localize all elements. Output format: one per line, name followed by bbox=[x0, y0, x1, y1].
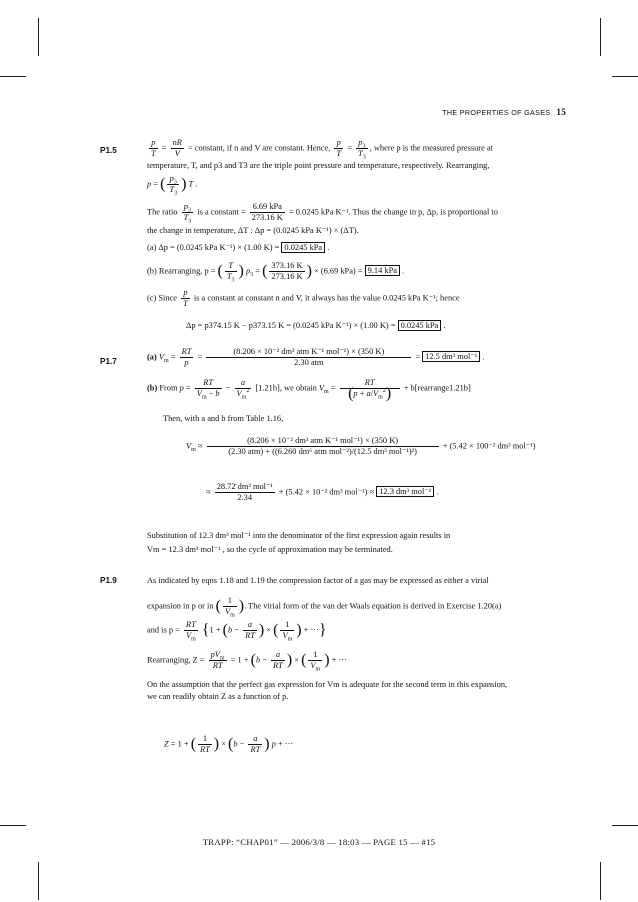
p19-z-equation: Z = 1 + ( $\frac{1}{RT}$ ) × (b − $\frac{a}{RT}$ ) p + ··· bbox=[164, 734, 294, 754]
p17-vm-result-eq: ≈ $\frac{\text{28.72̄ dm³ mol⁻¹}}{2.34}$ + (5.42 × 10⁻² dm³ mol⁻¹) ≈ 12.3 dm³ mol⁻¹ . bbox=[206, 482, 439, 502]
p15-c-end: is a constant at constant n and V, it always has the value 0.0245 kPa K⁻¹; hence bbox=[193, 293, 460, 303]
p15-a-answer: 0.0245 kPa bbox=[281, 242, 325, 253]
p17-vm-approx-eq: $V_m$ ≈ $\frac{\text{(8.206 × 10⁻² dm³ atm K⁻¹ mol⁻¹) × (350 K)}}{\text{(2.30 atm) + ((6.260 dm⁶ atm mol⁻²)/(12.5 dm³ mol⁻¹)²)}}$ + (5.42 × 100⁻² dm³ mol⁻¹) bbox=[186, 436, 536, 456]
p15-ratio-line: The ratio $\frac{p_3}{T_3}$ is a constant = $\frac{\text{6.69 kPa}}{273.16 K}$ = 0.0245 kPa K⁻¹. Thus the change in p, Δp, is proportional to bbox=[147, 202, 498, 225]
running-header bbox=[442, 107, 566, 117]
p15-part-c: (c) Since $\frac{p}{T}$ is a constant at constant n and V, it always has the value 0.0245 kPa K⁻¹; hence bbox=[147, 288, 460, 308]
problem-label-p15: P1.5 bbox=[100, 146, 117, 155]
p15-c-text: (c) Since bbox=[147, 293, 177, 303]
p17-a-den: 2.30 atm bbox=[294, 358, 324, 367]
crop-mark bbox=[600, 862, 601, 900]
p15-ratio-den: 273.16 K bbox=[251, 213, 283, 222]
p19-line5: On the assumption that the perfect gas expression for Vm is adequate for the second term in this expansion, bbox=[147, 680, 508, 689]
p15-b-num: 373.16 K bbox=[271, 261, 303, 270]
p17-b-text: [1.21b], we obtain bbox=[255, 383, 317, 393]
p15-line2: temperature, T, and p3 and T3 are the triple point pressure and temperature, respectively. Rearranging, bbox=[147, 161, 490, 170]
p15-line1a: = constant, if n and V are constant. Hence, bbox=[188, 143, 331, 153]
p15-b-end: × (6.69 kPa) = bbox=[314, 266, 363, 276]
p15-c-equation: Δp = p374.15 K − p373.15 K = (0.0245 kPa K⁻¹) × (1.00 K) = 0.0245 kPa . bbox=[186, 321, 446, 330]
p19-line2b: . The virial form of the van der Waals equation is derived in Exercise 1.20(a) bbox=[244, 601, 502, 611]
crop-mark bbox=[0, 825, 26, 826]
p15-b-den: 273.16 K bbox=[271, 272, 303, 281]
p15-rearranged-eq: p = ( $\frac{p_3}{T_3}$ ) T . bbox=[147, 174, 198, 197]
p17-subst-line1: Substitution of 12.3 dm³ mol⁻¹ into the denominator of the first expression again results in bbox=[147, 531, 451, 540]
p17-part-b: (b) From p = $\frac{RT}{V_m - b}$ − $\frac{a}{V_m^2}$ [1.21b], we obtain $V_m$ = $\frac{RT}{(p + a/V_m^2)}$ + b[rearrange1.21b] bbox=[147, 378, 471, 403]
p19-line2: expansion in p or in ( $\frac{1}{V_m}$ ). The virial form of the van der Waals equation is derived in Exercise 1.20(a) bbox=[147, 596, 502, 619]
p15-ratio-end: = 0.0245 kPa K⁻¹. Thus the change in p, Δp, is proportional to bbox=[288, 207, 498, 217]
crop-mark bbox=[38, 18, 39, 56]
p17-w-num: 28.72̄ dm³ mol⁻¹ bbox=[216, 482, 273, 491]
p15-line1: $\frac{p}{T}$ = $\frac{nR}{V}$ = constant, if n and V are constant. Hence, $\frac{p}{T}$ = $\frac{p_3}{T_3}$ , where p is the measured pressure at bbox=[151, 138, 493, 161]
p15-c-answer: 0.0245 kPa bbox=[398, 320, 442, 331]
page-number: 15 bbox=[556, 107, 566, 117]
p17-v-den: (2.30 atm) + ((6.260 dm⁶ atm mol⁻²)/(12.5 dm³ mol⁻¹)²) bbox=[228, 447, 417, 456]
p17-w-den: 2.34 bbox=[237, 493, 253, 502]
p15-ratio-intro: The ratio bbox=[147, 207, 178, 217]
p19-line1: As indicated by eqns 1.18 and 1.19 the compression factor of a gas may be expressed as either a virial bbox=[147, 576, 489, 585]
crop-mark bbox=[38, 862, 39, 900]
crop-mark bbox=[600, 18, 601, 56]
p15-ratio-line2: the change in temperature, ΔT : Δp = (0.0245 kPa K⁻¹) × (ΔT). bbox=[147, 226, 359, 235]
p19-line4: Rearranging, Z = $\frac{pV_m}{RT}$ = 1 + (b − $\frac{a}{RT}$ ) × ( $\frac{1}{V_m}$ ) + ··· bbox=[147, 650, 347, 673]
p19-line2a: expansion in p or in bbox=[147, 601, 214, 611]
p19-line6: we can readily obtain Z as a function of p. bbox=[147, 692, 289, 701]
p17-v-num: (8.206 × 10⁻² dm³ atm K⁻¹ mol⁻¹) × (350 K) bbox=[207, 436, 439, 447]
p17-then: Then, with a and b from Table 1.16, bbox=[163, 414, 284, 423]
p19-line4-text: Rearranging, Z = bbox=[147, 655, 205, 665]
crop-mark bbox=[0, 76, 26, 77]
p17-part-a: (a) $V_m$ = $\frac{RT}{p}$ = $\frac{\text{(8.206 × 10⁻² dm³ atm K⁻¹ mol⁻¹) × (350 K)}}{\text{2.30 atm}}$ = 12.5 dm³ mol⁻¹ . bbox=[147, 347, 485, 367]
p19-line3: and is p = $\frac{RT}{V_m}$ {1 + (b − $\frac{a}{RT}$ ) × ( $\frac{1}{V_m}$ ) + ···} bbox=[147, 620, 327, 643]
p15-b-answer: 9.14 kPa bbox=[365, 265, 400, 276]
p17-b-end: + b[rearrange1.21b] bbox=[403, 383, 471, 393]
crop-mark bbox=[612, 825, 638, 826]
p15-a-text: (a) Δp = (0.0245 kPa K⁻¹) × (1.00 K) = bbox=[147, 243, 280, 252]
p15-part-b: (b) Rearranging, p = ( $\frac{T}{T_3}$ ) $p_3$ = ( $\frac{373.16 K}{273.16 K}$ ) × (6.69 kPa) = 9.14 kPa . bbox=[147, 261, 405, 284]
p15-ratio-num: 6.69 kPa bbox=[250, 202, 285, 213]
running-title: THE PROPERTIES OF GASES bbox=[442, 108, 551, 117]
p15-c-eq: Δp = p374.15 K − p373.15 K = (0.0245 kPa K⁻¹) × (1.00 K) = bbox=[186, 321, 396, 330]
p15-line1b: , where p is the measured pressure at bbox=[369, 143, 493, 153]
crop-mark bbox=[612, 76, 638, 77]
p17-a-num: (8.206 × 10⁻² dm³ atm K⁻¹ mol⁻¹) × (350 K) bbox=[206, 347, 411, 358]
page-footer: TRAPP: “CHAP01” — 2006/3/8 — 18:03 — PAGE 15 — #15 bbox=[202, 837, 436, 847]
p17-v-end: + (5.42 × 100⁻² dm³ mol⁻¹) bbox=[442, 441, 536, 451]
p17-w-mid: + (5.42 × 10⁻² dm³ mol⁻¹) ≈ bbox=[278, 487, 375, 497]
p19-line3-text: and is p = bbox=[147, 625, 180, 635]
p15-part-a: (a) Δp = (0.0245 kPa K⁻¹) × (1.00 K) = 0.0245 kPa . bbox=[147, 243, 330, 252]
p17-a-answer: 12.5 dm³ mol⁻¹ bbox=[422, 351, 480, 362]
p15-b-text: (b) Rearranging, p = bbox=[147, 266, 216, 276]
p17-subst-line2: Vm = 12.3 dm³ mol⁻¹ , so the cycle of approximation may be terminated. bbox=[147, 545, 393, 554]
p17-w-answer: 12.3 dm³ mol⁻¹ bbox=[376, 486, 434, 497]
problem-label-p19: P1.9 bbox=[100, 576, 117, 585]
p15-ratio-mid: is a constant = bbox=[197, 207, 246, 217]
problem-label-p17: P1.7 bbox=[100, 357, 117, 366]
